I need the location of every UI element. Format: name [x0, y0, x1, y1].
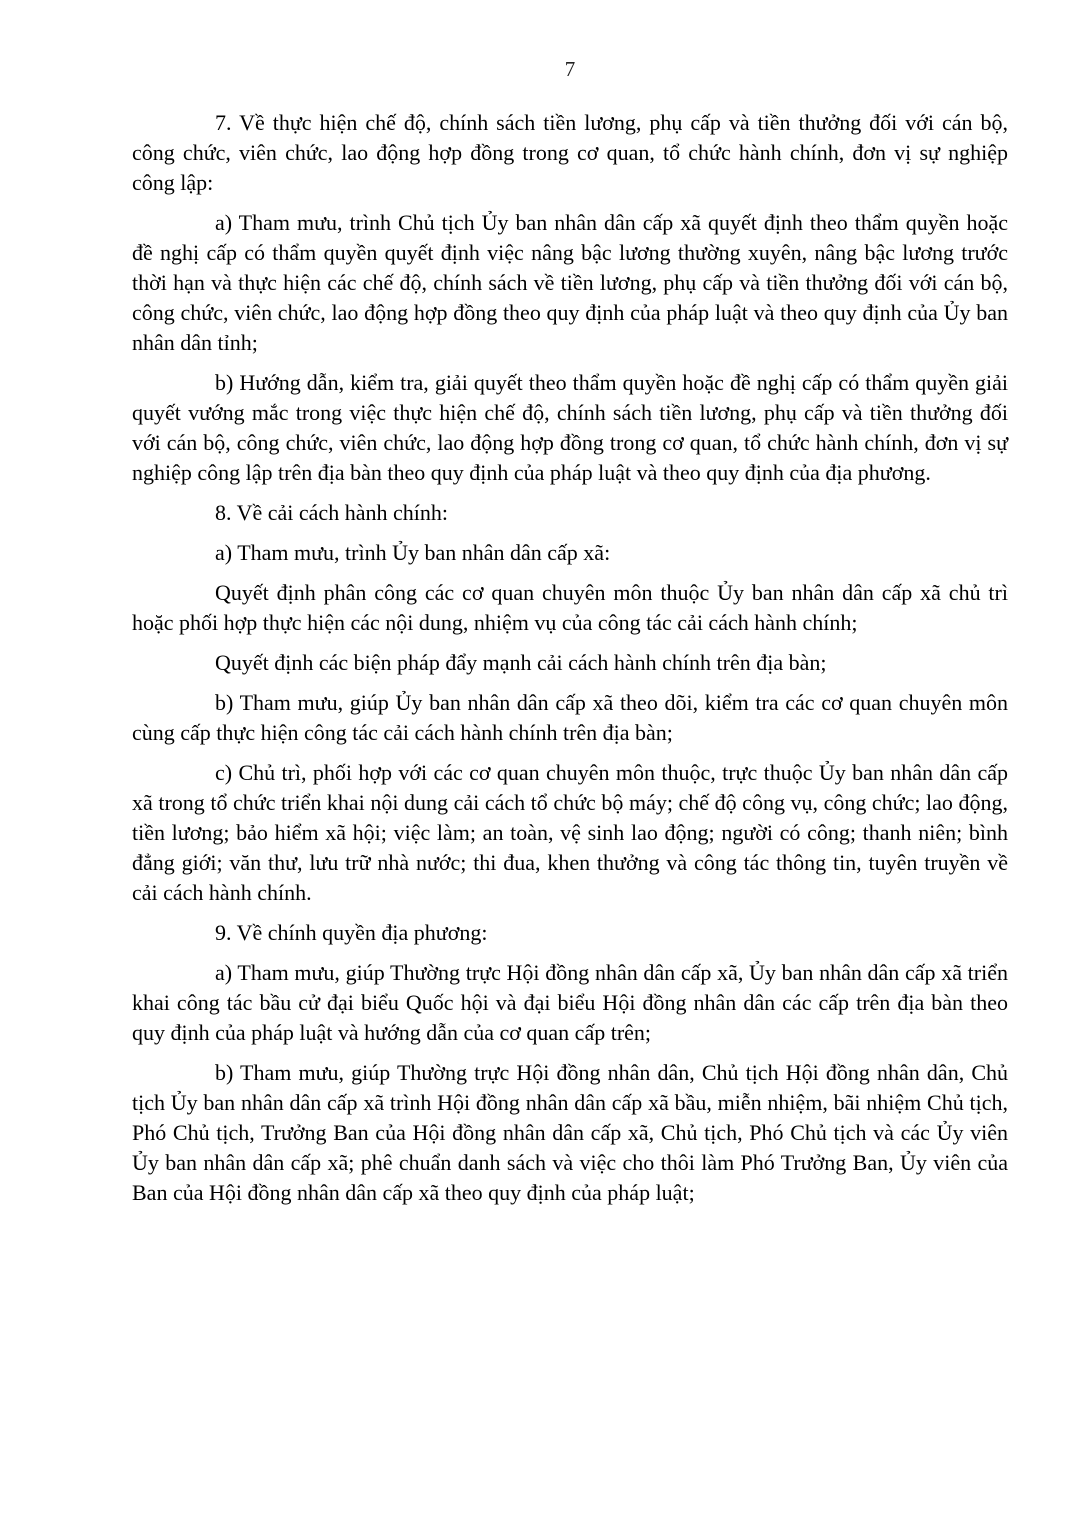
paragraph: a) Tham mưu, trình Chủ tịch Ủy ban nhân dân cấp xã quyết định theo thẩm quyền hoặc đề nghị cấp có thẩm quyền quyết định việc nâng bậc lương thường xuyên, nâng bậc lương trước thời hạn và thực hiện các chế độ, chính sách về tiền lương, phụ cấp và tiền thưởng đối với cán bộ, công chức, viên chức, lao động hợp đồng theo quy định của pháp luật và theo quy định của Ủy ban nhân dân tỉnh; [132, 210, 1008, 355]
paragraph: 7. Về thực hiện chế độ, chính sách tiền lương, phụ cấp và tiền thưởng đối với cán bộ, công chức, viên chức, lao động hợp đồng trong cơ quan, tổ chức hành chính, đơn vị sự nghiệp công lập: [132, 110, 1008, 195]
paragraph: c) Chủ trì, phối hợp với các cơ quan chuyên môn thuộc, trực thuộc Ủy ban nhân dân cấp xã trong tổ chức triển khai nội dung cải cách tổ chức bộ máy; chế độ công vụ, công chức; lao động, tiền lương; bảo hiểm xã hội; việc làm; an toàn, vệ sinh lao động; người có công; thanh niên; bình đẳng giới; văn thư, lưu trữ nhà nước; thi đua, khen thưởng và công tác thông tin, tuyên truyền về cải cách hành chính. [132, 760, 1008, 905]
paragraph-list [132, 108, 1008, 1208]
text-block [132, 0, 1008, 1218]
paragraph: b) Hướng dẫn, kiểm tra, giải quyết theo thẩm quyền hoặc đề nghị cấp có thẩm quyền giải quyết vướng mắc trong việc thực hiện chế độ, chính sách tiền lương, phụ cấp và tiền thưởng đối với cán bộ, công chức, viên chức, lao động hợp đồng trong cơ quan, tổ chức hành chính, đơn vị sự nghiệp công lập trên địa bàn theo quy định của pháp luật và theo quy định của địa phương. [132, 370, 1008, 485]
paragraph: b) Tham mưu, giúp Ủy ban nhân dân cấp xã theo dõi, kiểm tra các cơ quan chuyên môn cùng cấp thực hiện công tác cải cách hành chính trên địa bàn; [132, 690, 1008, 745]
paragraph: b) Tham mưu, giúp Thường trực Hội đồng nhân dân, Chủ tịch Hội đồng nhân dân, Chủ tịch Ủy ban nhân dân cấp xã trình Hội đồng nhân dân cấp xã bầu, miễn nhiệm, bãi nhiệm Chủ tịch, Phó Chủ tịch, Trưởng Ban của Hội đồng nhân dân cấp xã, Chủ tịch, Phó Chủ tịch và các Ủy viên Ủy ban nhân dân cấp xã; phê chuẩn danh sách và việc cho thôi làm Phó Trưởng Ban, Ủy viên của Ban của Hội đồng nhân dân cấp xã theo quy định của pháp luật; [132, 1060, 1008, 1205]
paragraph: 8. Về cải cách hành chính: [215, 500, 448, 525]
page-number: 7 [564, 57, 576, 81]
paragraph: Quyết định phân công các cơ quan chuyên môn thuộc Ủy ban nhân dân cấp xã chủ trì hoặc phối hợp thực hiện các nội dung, nhiệm vụ của công tác cải cách hành chính; [132, 580, 1008, 635]
paragraph: 9. Về chính quyền địa phương: [215, 920, 488, 945]
paragraph: a) Tham mưu, trình Ủy ban nhân dân cấp xã: [215, 540, 611, 565]
paragraph: a) Tham mưu, giúp Thường trực Hội đồng nhân dân cấp xã, Ủy ban nhân dân cấp xã triển khai công tác bầu cử đại biểu Quốc hội và đại biểu Hội đồng nhân dân các cấp trên địa bàn theo quy định của pháp luật và hướng dẫn của cơ quan cấp trên; [132, 960, 1008, 1045]
paragraph: Quyết định các biện pháp đẩy mạnh cải cách hành chính trên địa bàn; [215, 650, 827, 675]
